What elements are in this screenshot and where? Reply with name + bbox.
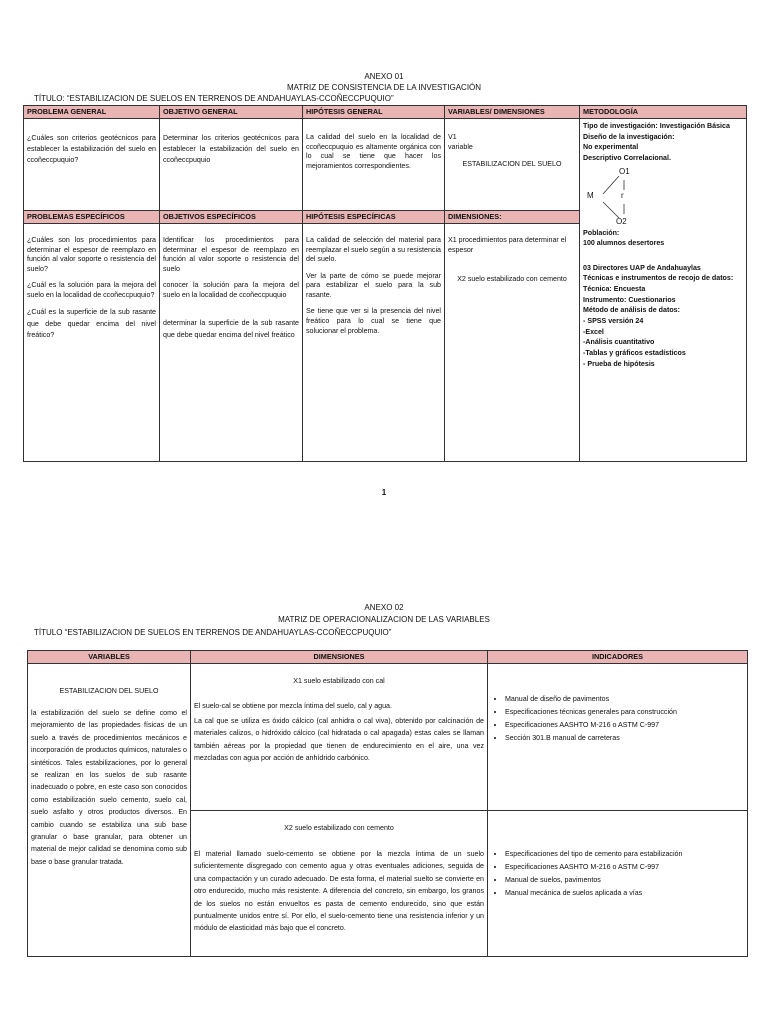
annex2-title: TÍTULO “ESTABILIZACION DE SUELOS EN TERRENOS DE ANDAHUAYLAS-CCOÑECCPUQUIO” [34, 628, 392, 637]
metodo-item: - Prueba de hipótesis [583, 359, 655, 368]
problemas-especificos [24, 224, 160, 462]
header-objetivos-especificos: OBJETIVOS ESPECÍFICOS [160, 211, 303, 224]
dimension-x1 [191, 664, 488, 811]
annex2-label: ANEXO 02 [364, 603, 404, 612]
header-hipotesis-especificas: HIPÓTESIS ESPECÍFICAS [303, 211, 445, 224]
dimension-x2-title: X2 suelo estabilizado con cemento [284, 824, 394, 832]
header-indicadores: INDICADORES [488, 651, 748, 664]
header-objetivo-general: OBJETIVO GENERAL [160, 106, 303, 119]
operationalization-matrix [27, 650, 748, 957]
hipotesis-especifica: La calidad de selección del material para reemplazar el suelo según a su resistencia del suelo. [306, 236, 441, 264]
indicadores-x1 [488, 664, 748, 811]
objetivo-especifico: conocer la solución para la mejora del suelo en la localidad de ccoñeccpuquio [163, 281, 299, 299]
problema-especifico: ¿Cuál es la solución para la mejora del suelo en la localidad de ccoñeccpuquio? [27, 281, 156, 299]
metodo-item: -Análisis cuantitativo [583, 338, 655, 347]
annex1-title: TÍTULO: “ESTABILIZACION DE SUELOS EN TERRENOS DE ANDAHUAYLAS-CCOÑECCPUQUIO” [34, 94, 394, 103]
dimension-x1-p1: El suelo-cal se obtiene por mezcla íntima del suelo, cal y agua. [194, 701, 392, 710]
indicator-item: • Manual de diseño de pavimentos [505, 694, 744, 705]
metodo-diseno-2: Descriptivo Correlacional. [583, 153, 671, 162]
indicator-item: • Especificaciones AASHTO M-216 o ASTM C-997 [505, 862, 744, 873]
header-hipotesis-general: HIPÓTESIS GENERAL [303, 106, 445, 119]
indicator-item: • Especificaciones técnicas generales para construcción [505, 707, 744, 718]
metodo-analisis: Método de análisis de datos: [583, 306, 680, 315]
diagram-o2: O2 [616, 216, 627, 226]
objetivos-especificos [160, 224, 303, 462]
objetivo-general: Determinar los criterios geotécnicos para establecer la estabilización del suelo en ccoñeccpuquio [160, 119, 303, 211]
hipotesis-especifica: Se tiene que ver si la presencia del nivel freático para lo cual se tiene que solucionar el problema. [306, 307, 441, 335]
annex1-label: ANEXO 01 [364, 72, 404, 81]
annex2-matrix-title: MATRIZ DE OPERACIONALIZACION DE LAS VARIABLES [278, 615, 490, 624]
header-variables: VARIABLES [28, 651, 191, 664]
diagram-o1: O1 [619, 166, 630, 176]
header-problema-general: PROBLEMA GENERAL [24, 106, 160, 119]
dimension-x1-p2: La cal que se utiliza es óxido cálcico (cal anhidra o cal viva), obtenido por calcinación de materiales calizos, o hidróxido cálcico (cal hidratada o cal apagada) estas cales se llaman también aéreas por la propiedad que tienen de endurecimiento en el aire, una vez mezcladas con agua por acción de anhídrido carbónico. [194, 716, 484, 763]
variable-cell [28, 664, 191, 957]
variable-v1: V1 [448, 133, 457, 141]
variable-name: ESTABILIZACION DEL SUELO [462, 160, 562, 169]
variable-name: ESTABILIZACION DEL SUELO [59, 687, 159, 695]
variable-description: la estabilización del suelo se define como el mejoramiento de las propiedades físicas de un suelo a través de procedimientos mecánicos e incorporación de productos químicos, naturales o sintéticos. Tales estabilizaciones, por lo general se realizan en los suelos de sub rasante inadecuado o pobre, en este caso son conocidos como estabilización suelo cemento, suelo cal, suelo asfalto y otros productos diversos. En cambio cuando se estabiliza una sub base granular o base granular, para obtener un material de mejor calidad se denomina como sub base o base granular tratada. [31, 708, 187, 866]
indicadores-x2 [488, 811, 748, 957]
consistency-matrix [23, 105, 747, 462]
header-metodologia: METODOLOGÍA [580, 106, 747, 119]
hipotesis-general: La calidad del suelo en la localidad de ccoñeccpuquio es altamente orgánica con lo cual se tiene que hacer los mejoramientos correspondientes. [303, 119, 445, 211]
problema-especifico: ¿Cuáles son los procedimientos para determinar el espesor de reemplazo en función al valor soporte o resistencia del suelo? [27, 236, 156, 273]
objetivo-especifico: determinar la superficie de la sub rasante que debe quedar encima del nivel freático [163, 319, 299, 339]
hipotesis-especifica: Ver la parte de cómo se puede mejorar para estabilizar el suelo para la sub rasante. [306, 271, 441, 299]
problema-general: ¿Cuáles son criterios geotécnicos para establecer la estabilización del suelo en ccoñeccpuquio? [24, 119, 160, 211]
tecnicas: Técnicas e instrumentos de recojo de datos: [583, 274, 734, 283]
dimension-x2-text: El material llamado suelo-cemento se obtiene por la mezcla íntima de un suelo suficientemente disgregado con cemento agua y otras eventuales adiciones, seguida de una compactación y un curado adecuado. De esta forma, el material suelto se convierte en otro endurecido, mucho más resistente. A diferencia del concreto, sin embargo, los granos de los suelos no están envueltos es pasta de cemento endurecido, sino que están puntualmente unidos entre sí. Por ello, el suelo-cemento tiene una resistencia inferior y un módulo de elasticidad más bajo que el concreto. [194, 849, 484, 933]
diagram-r: r [621, 190, 624, 200]
dimension-item: X2 suelo estabilizado con cemento [457, 275, 567, 284]
indicator-item: • Especificaciones AASHTO M-216 o ASTM C-997 [505, 720, 744, 731]
header-problemas-especificos: PROBLEMAS ESPECÍFICOS [24, 211, 160, 224]
dimension-x1-title: X1 suelo estabilizado con cal [293, 677, 385, 685]
metodo-diseno-1: No experimental [583, 143, 639, 152]
variable-label: variable [448, 142, 473, 151]
header-dimensiones: DIMENSIONES: [445, 211, 580, 224]
metodologia-cell [580, 119, 747, 462]
indicator-item: • Especificaciones del tipo de cemento para estabilización [505, 849, 744, 860]
variables-cell [445, 119, 580, 211]
indicator-item: • Sección 301.B manual de carreteras [505, 733, 744, 744]
metodo-tipo: Tipo de investigación: Investigación Básica [583, 122, 730, 130]
page-number: 1 [381, 488, 387, 497]
indicator-item: • Manual mecánica de suelos aplicada a vías [505, 888, 744, 899]
header-variables: VARIABLES/ DIMENSIONES [445, 106, 580, 119]
tecnica: Técnica: Encuesta [583, 285, 646, 294]
poblacion-2: 03 Directores UAP de Andahuaylas [583, 263, 701, 272]
diagram-m: M [587, 190, 594, 200]
poblacion-1: 100 alumnos desertores [583, 239, 665, 248]
dimension-item: X1 procedimientos para determinar el espesor [448, 236, 567, 254]
indicator-item: • Manual de suelos, pavimentos [505, 875, 744, 886]
hipotesis-especificas [303, 224, 445, 462]
dimensiones-cell [445, 224, 580, 462]
metodo-item: -Excel [583, 327, 604, 336]
metodo-diseno: Diseño de la investigación: [583, 132, 675, 141]
header-dimensiones: DIMENSIONES [191, 651, 488, 664]
metodo-item: - SPSS versión 24 [583, 317, 644, 326]
objetivo-especifico: Identificar los procedimientos para determinar el espesor de reemplazo en función al valor soporte o resistencia del suelo [163, 236, 299, 273]
dimension-x2 [191, 811, 488, 957]
correlation-diagram [583, 164, 743, 228]
annex1-matrix-title: MATRIZ DE CONSISTENCIA DE LA INVESTIGACIÓN [286, 83, 482, 92]
problema-especifico: ¿Cuál es la superficie de la sub rasante que debe quedar encima del nivel freático? [27, 308, 156, 340]
instrumento: Instrumento: Cuestionarios [583, 295, 676, 304]
poblacion-label: Población: [583, 228, 620, 237]
metodo-item: -Tablas y gráficos estadísticos [583, 348, 686, 357]
